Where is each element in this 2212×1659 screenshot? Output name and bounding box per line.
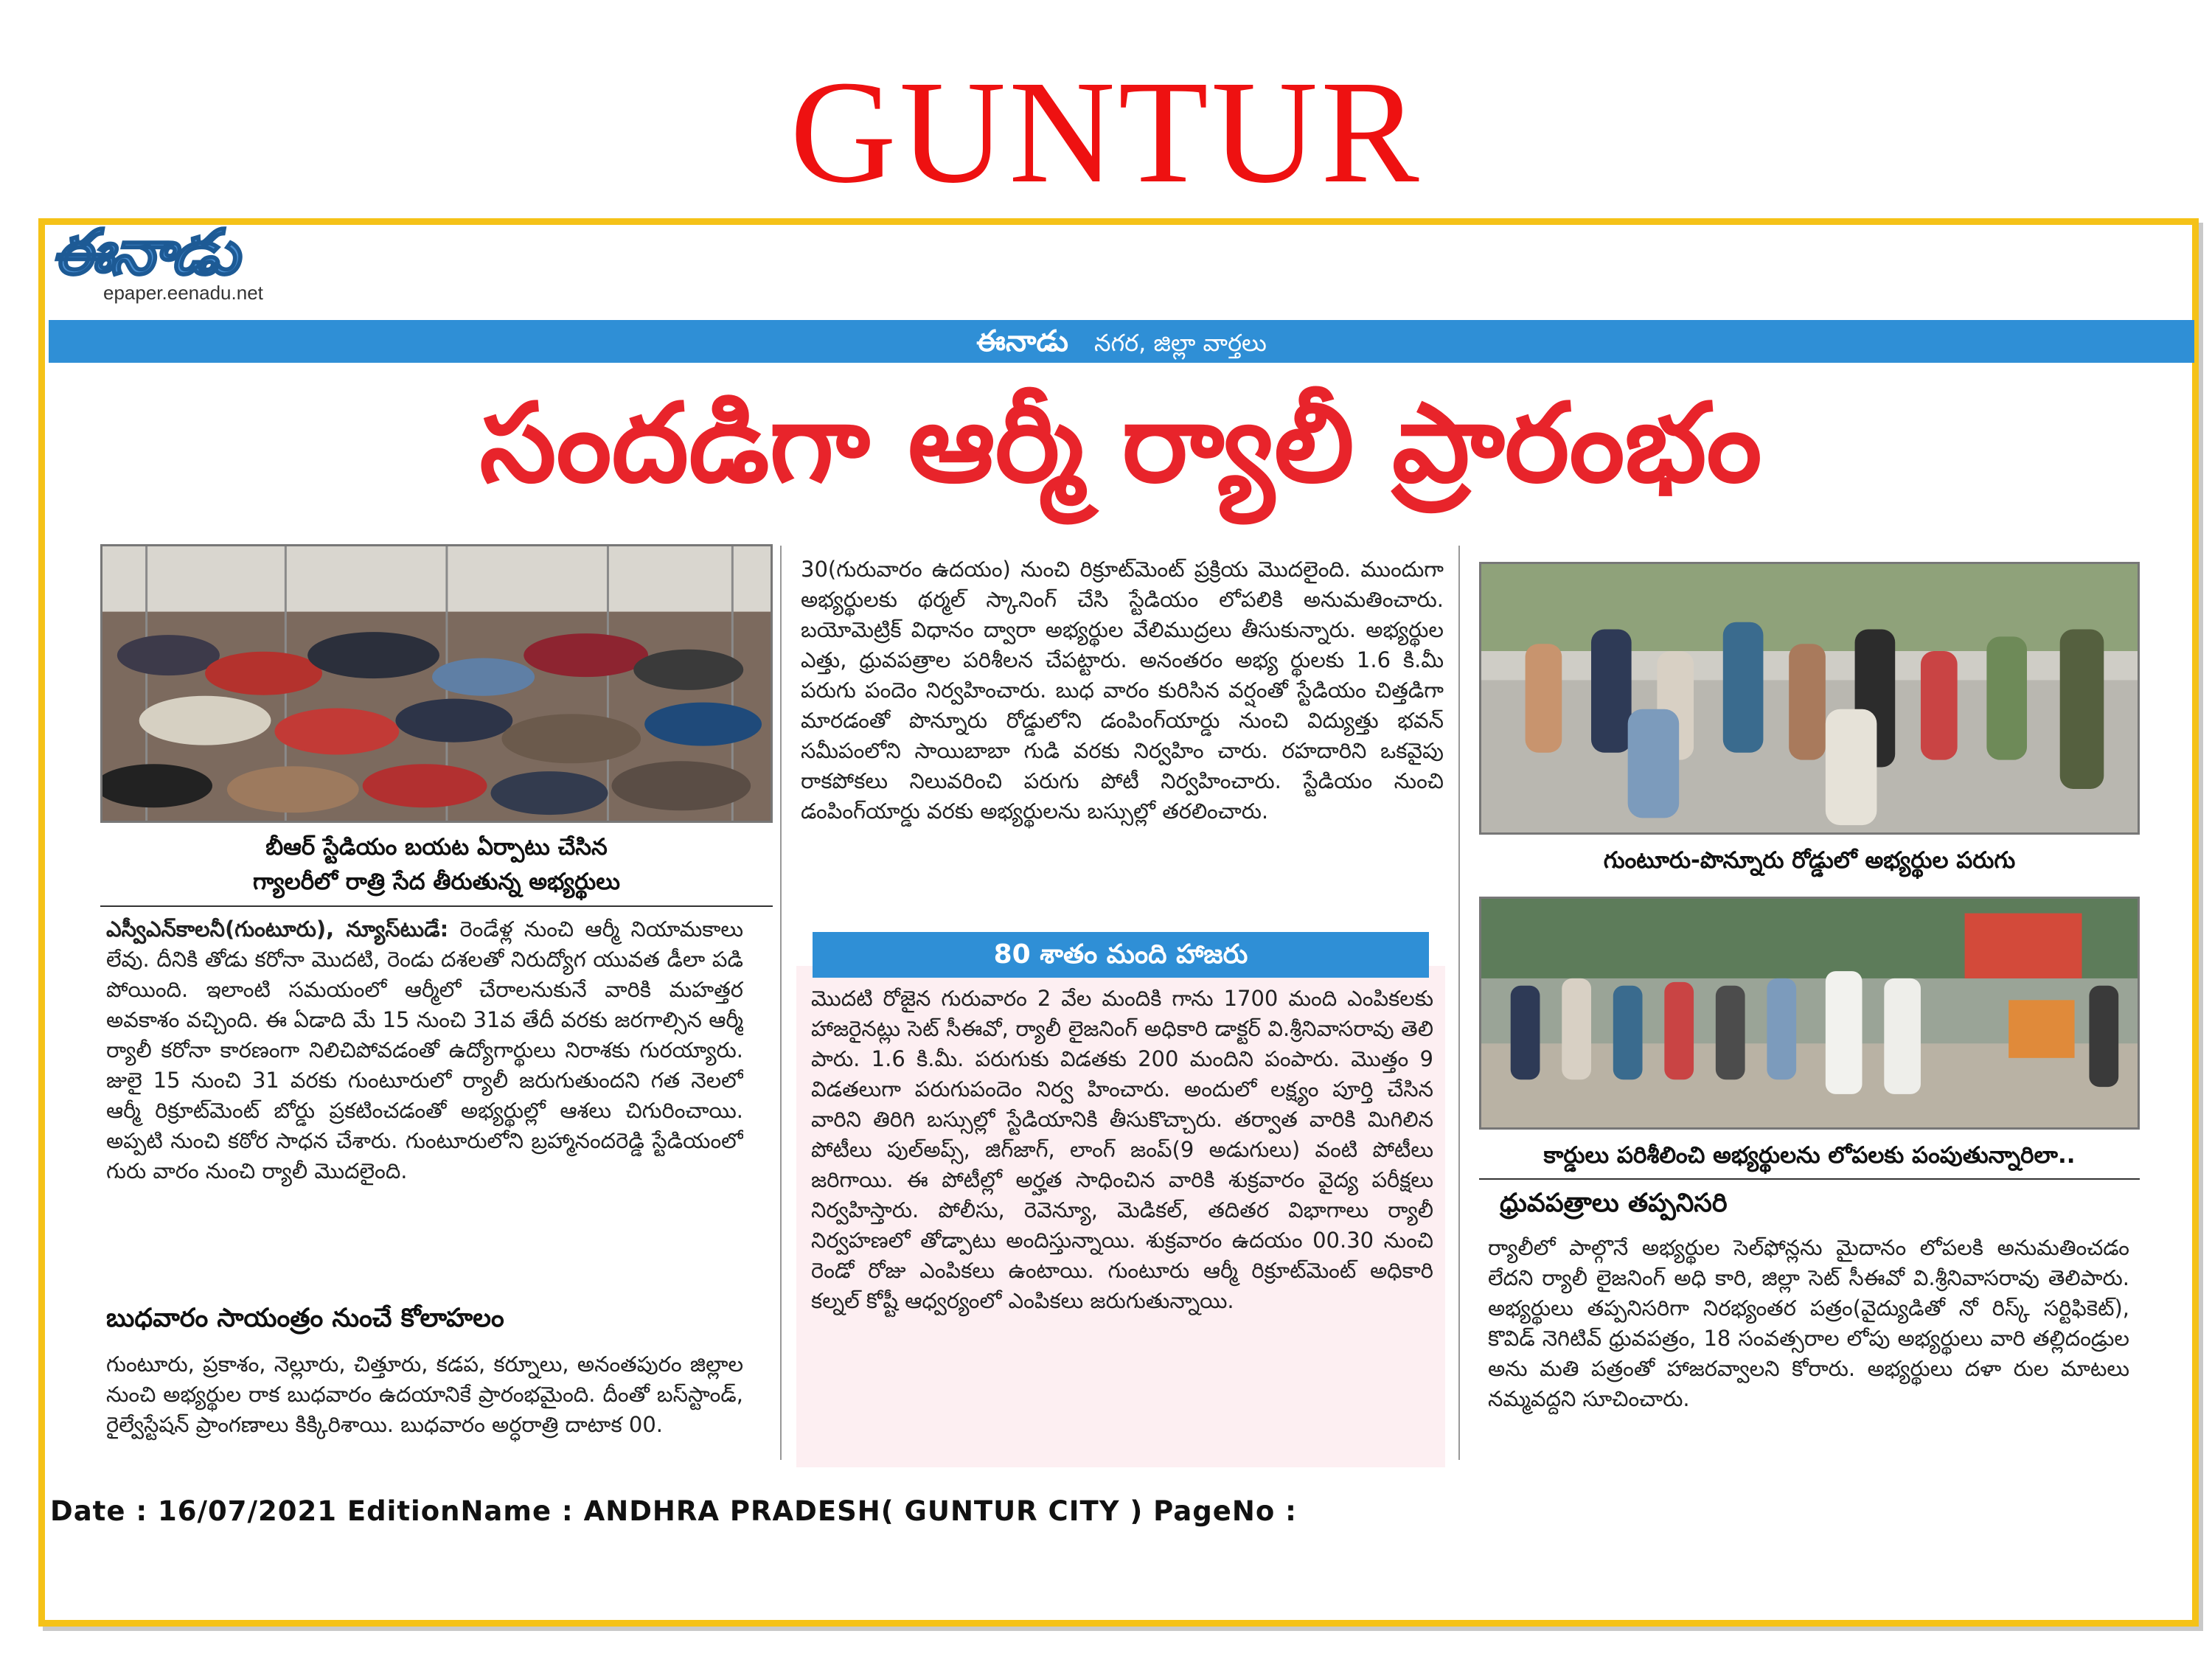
left-paragraph-2: గుంటూరు, ప్రకాశం, నెల్లూరు, చిత్తూరు, కడప, కర్నూలు, అనంతపురం జిల్లాల నుంచి అభ్యర్థుల రాక బుధవారం ఉదయానికే ప్రారంభమైంది. దీంతో బస్‌స్టాండ్, రైల్వేస్టేషన్ ప్రాంగణాలు కిక్కిరిశాయి. బుధవారం అర్ధరాత్రి దాటాక 00. bbox=[106, 1352, 743, 1437]
banner-brand: ఈనాడు bbox=[976, 324, 1068, 358]
photo-runners bbox=[1479, 562, 2140, 835]
photo-gallery-crowd bbox=[100, 544, 773, 823]
middle-paragraph-1: 30(గురువారం ఉదయం) నుంచి రిక్రూట్‌మెంట్ ప్రక్రియ మొదలైంది. ముందుగా అభ్యర్థులకు థర్మల్ స్కానింగ్ చేసి స్టేడియం లోపలికి అనుమతించారు. బయోమెట్రిక్ విధానం ద్వారా అభ్యర్థుల వేలిముద్రలు తీసుకున్నారు. అభ్యర్థుల ఎత్తు, ధ్రువపత్రాల పరిశీలన చేపట్టారు. అనంతరం అభ్య ర్థులకు 1.6 కి.మీ పరుగు పందెం నిర్వహించారు. బుధ వారం కురిసిన వర్షంతో స్టేడియం చిత్తడిగా మారడంతో పొన్నూరు రోడ్డులోని డంపింగ్‌యార్డు నుంచి విద్యుత్తు భవన్ సమీపంలోని సాయిబాబా గుడి వరకు నిర్వహిం చారు. రహదారిని ఒకవైపు రాకపోకలు నిలువరించి పరుగు పోటీ నిర్వహించారు. స్టేడియం నుంచి డంపింగ్‌యార్డు వరకు అభ్యర్థులను బస్సుల్లో తరలించారు. bbox=[801, 557, 1444, 824]
section-banner bbox=[49, 320, 2194, 363]
caption-line: గ్యాలరీలో రాత్రి సేద తీరుతున్న అభ్యర్థులు bbox=[252, 868, 620, 895]
page-title: GUNTUR bbox=[790, 51, 1422, 214]
caption-line: బీఆర్ స్టేడియం బయట ఏర్పాటు చేసిన bbox=[265, 834, 608, 860]
masthead bbox=[52, 216, 376, 310]
crowd-photo-graphic bbox=[102, 546, 771, 821]
right-paragraph: ర్యాలీలో పాల్గొనే అభ్యర్థుల సెల్‌ఫోన్లను మైదానం లోపలకి అనుమతించడం లేదని ర్యాలీ లైజనింగ్ అధి కారి, జిల్లా సెట్ సీఈవో వి.శ్రీనివాసరావు తెలిపారు. అభ్యర్థులు తప్పనిసరిగా నిరభ్యంతర పత్రం(వైద్యుడితో నో రిస్క్ సర్టిఫికెట్), కొవిడ్ నెగిటివ్ ధ్రువపత్రం, 18 సంవత్సరాల లోపు అభ్యర్థులు వారి తల్లిదండ్రుల అను మతి పత్రంతో హాజరవ్వాలని కోరారు. అభ్యర్థులు దళా రుల మాటలు నమ్మవద్దని సూచించారు. bbox=[1488, 1235, 2129, 1411]
left-subhead: బుధవారం సాయంత్రం నుంచే కోలాహలం bbox=[106, 1304, 504, 1333]
right-caption-rule bbox=[1479, 1178, 2140, 1180]
banner-section: నగర, జిల్లా వార్తలు bbox=[1094, 329, 1267, 357]
dateline: ఎస్వీఎన్‌కాలనీ(గుంటూరు), న్యూస్‌టుడే: bbox=[106, 917, 449, 942]
caption-runners: గుంటూరు-పొన్నూరు రోడ్డులో అభ్యర్థుల పరుగు bbox=[1603, 847, 2016, 874]
masthead-url: epaper.eenadu.net bbox=[103, 282, 263, 304]
photo-card-check bbox=[1479, 897, 2140, 1130]
left-column-body bbox=[106, 914, 743, 1290]
caption-card-check: కార్డులు పరిశీలించి అభ్యర్థులను లోపలకు పంపుతున్నారిలా.. bbox=[1543, 1142, 2076, 1169]
column-divider-left bbox=[780, 546, 782, 1460]
headline: సందడిగా ఆర్మీ ర్యాలీ ప్రారంభం bbox=[479, 380, 1762, 507]
left-caption-rule bbox=[100, 905, 773, 907]
right-subhead: ధ్రువపత్రాలు తప్పనిసరి bbox=[1500, 1189, 1728, 1218]
runners-photo-graphic bbox=[1481, 564, 2138, 832]
eenadu-logo: ఈనాడు bbox=[52, 216, 236, 288]
middle-section-title: 80 శాతం మంది హాజరు bbox=[813, 932, 1429, 978]
card-check-photo-graphic bbox=[1481, 899, 2138, 1127]
edition-footer: Date : 16/07/2021 EditionName : ANDHRA PRADESH( GUNTUR CITY ) PageNo : bbox=[50, 1495, 1297, 1527]
middle-paragraph-2: మొదటి రోజైన గురువారం 2 వేల మందికి గాను 1700 మంది ఎంపికలకు హాజరైనట్లు సెట్ సీఈవో, ర్యాలీ లైజనింగ్ అధికారి డాక్టర్ వి.శ్రీనివాసరావు తెలి పారు. 1.6 కి.మీ. పరుగుకు విడతకు 200 మందిని పంపారు. మొత్తం 9 విడతలుగా పరుగుపందెం నిర్వ హించారు. అందులో లక్ష్యం పూర్తి చేసిన వారిని తిరిగి బస్సుల్లో స్టేడియానికి తీసుకొచ్చారు. తర్వాత వారికి మిగిలిన పోటీలు పుల్‌అప్స్, జిగ్‌జాగ్, లాంగ్ జంప్(9 అడుగులు) వంటి పోటీలు జరిగాయి. ఈ పోటీల్లో అర్హత సాధించిన వారికి శుక్రవారం వైద్య పరీక్షలు నిర్వహిస్తారు. పోలీసు, రెవెన్యూ, మెడికల్, తదితర విభాగాలు ర్యాలీ నిర్వహణలో తోడ్పాటు అందిస్తున్నాయి. శుక్రవారం ఉదయం 00.30 నుంచి రెండో రోజు ఎంపికలు ఉంటాయి. గుంటూరు ఆర్మీ రిక్రూట్‌మెంట్ అధికారి కల్నల్ కోష్టీ ఆధ్వర్యంలో ఎంపికలు జరుగుతున్నాయి. bbox=[811, 986, 1433, 1313]
column-divider-right bbox=[1458, 546, 1460, 1460]
caption-gallery-crowd bbox=[100, 830, 773, 899]
left-paragraph-1: రెండేళ్ల నుంచి ఆర్మీ నియామకాలు లేవు. దీనికి తోడు కరోనా మొదటి, రెండు దశలతో నిరుద్యోగ యువత డీలా పడి పోయింది. ఇలాంటి సమయంలో ఆర్మీలో చేరాలనుకునే వారికి మహత్తర అవకాశం వచ్చింది. ఈ ఏడాది మే 15 నుంచి 31వ తేదీ వరకు జరగాల్సిన ఆర్మీ ర్యాలీ కరోనా కారణంగా నిలిచిపోవడంతో ఉద్యోగార్థులు నిరాశకు గురయ్యారు. జులై 15 నుంచి 31 వరకు గుంటూరులో ర్యాలీ జరుగుతుందని గత నెలలో ఆర్మీ రిక్రూట్‌మెంట్ బోర్డు ప్రకటించడంతో అభ్యర్థుల్లో ఆశలు చిగురించాయి. అప్పటి నుంచి కఠోర సాధన చేశారు. గుంటూరులోని బ్రహ్మానందరెడ్డి స్టేడియంలో గురు వారం నుంచి ర్యాలీ మొదలైంది. bbox=[106, 917, 743, 1183]
